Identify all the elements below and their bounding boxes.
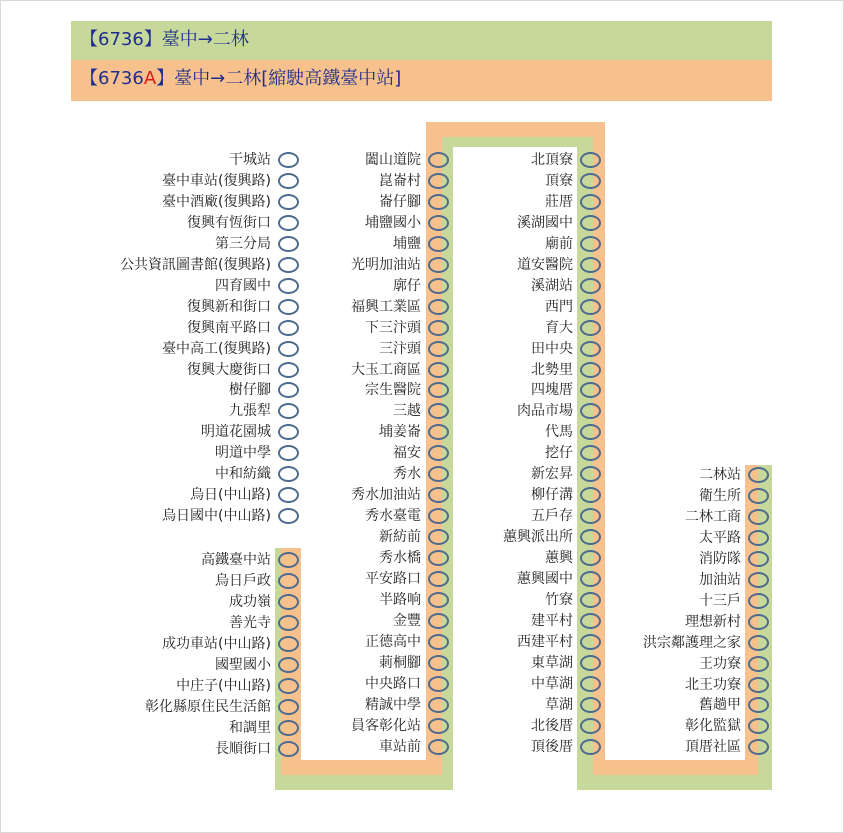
stop-marker <box>428 257 449 273</box>
stop-label: 秀水 <box>393 466 421 483</box>
stop-label: 溪湖站 <box>531 277 573 294</box>
stop-marker <box>428 634 449 650</box>
stop-marker <box>580 613 601 629</box>
stop-label: 成功嶺 <box>229 593 271 610</box>
stop-marker <box>580 571 601 587</box>
stop-marker <box>428 236 449 252</box>
stop-label: 代馬 <box>545 424 573 441</box>
stop-marker <box>278 236 299 252</box>
stop-label: 四塊厝 <box>531 382 573 399</box>
stop-marker <box>580 341 601 357</box>
stop-label: 正德高中 <box>365 633 421 650</box>
stop-marker <box>428 466 449 482</box>
stop-label: 蕙興國中 <box>517 571 573 587</box>
stop-label: 光明加油站 <box>351 256 421 273</box>
stop-marker <box>428 403 449 419</box>
stop-marker <box>580 466 601 482</box>
stop-marker <box>278 424 299 440</box>
stop-label: 埔鹽國小 <box>365 214 421 231</box>
stop-label: 彰化縣原住民生活館 <box>145 698 271 715</box>
stop-marker <box>580 403 601 419</box>
stop-marker <box>278 720 299 736</box>
stop-marker <box>428 445 449 461</box>
stop-marker <box>580 655 601 671</box>
legend-route-number: 【6736 <box>80 68 144 89</box>
stop-label: 草湖 <box>545 696 573 713</box>
stop-label: 三汴頭 <box>379 340 421 357</box>
stop-label: 烏日(中山路) <box>190 487 271 504</box>
stop-marker <box>428 718 449 734</box>
legend-route-variant: A <box>143 68 157 89</box>
stop-label: 建平村 <box>531 612 573 629</box>
stop-label: 埔鹽 <box>393 235 421 252</box>
legend-route-name: 】臺中→二林[縮駛高鐵臺中站] <box>156 68 402 89</box>
stop-label: 和調里 <box>229 719 271 736</box>
stop-label: 下三汴頭 <box>365 319 421 336</box>
stop-marker <box>580 508 601 524</box>
stop-label: 半路响 <box>379 591 421 608</box>
stop-label: 第三分局 <box>215 235 271 252</box>
stop-label: 高鐵臺中站 <box>201 552 271 568</box>
stop-label: 車站前 <box>379 738 421 755</box>
stop-marker <box>278 678 299 694</box>
stop-marker <box>278 152 299 168</box>
stop-label: 五戶存 <box>531 508 573 525</box>
stop-label: 烏日國中(中山路) <box>162 508 271 525</box>
stop-marker <box>748 551 769 567</box>
stop-label: 溪湖國中 <box>517 214 573 231</box>
stop-label: 福安 <box>393 445 421 462</box>
stop-marker <box>278 341 299 357</box>
route-line-segment <box>577 137 593 790</box>
stop-marker <box>580 320 601 336</box>
stop-marker <box>748 656 769 672</box>
stop-marker <box>580 718 601 734</box>
stop-label: 太平路 <box>699 529 741 546</box>
stop-label: 精誠中學 <box>365 696 421 713</box>
stop-label: 理想新村 <box>685 613 741 630</box>
stop-label: 西建平村 <box>517 633 573 650</box>
stop-marker <box>278 362 299 378</box>
stop-label: 西門 <box>545 298 573 315</box>
stop-marker <box>428 194 449 210</box>
stop-marker <box>278 173 299 189</box>
stop-label: 蕙興 <box>545 550 573 567</box>
stop-label: 北王功寮 <box>685 676 741 693</box>
stop-marker <box>278 382 299 398</box>
stop-label: 烏日戶政 <box>215 572 271 589</box>
stop-label: 挖仔 <box>545 445 573 462</box>
stop-label: 秀水橋 <box>379 550 421 567</box>
stop-marker <box>428 424 449 440</box>
stop-label: 洪宗鄰護理之家 <box>643 634 741 651</box>
stop-marker <box>580 445 601 461</box>
legend-route-6736a <box>71 60 772 101</box>
stop-label: 四育國中 <box>215 277 271 294</box>
route-variant-segment <box>281 760 442 775</box>
stop-label: 消防隊 <box>699 550 741 567</box>
stop-label: 干城站 <box>229 152 271 168</box>
stop-marker <box>278 403 299 419</box>
stop-marker <box>278 699 299 715</box>
stop-marker <box>428 550 449 566</box>
stop-label: 成功車站(中山路) <box>162 635 271 652</box>
legend-route-number: 【6736 <box>80 29 144 50</box>
stop-marker <box>278 445 299 461</box>
stop-marker <box>278 257 299 273</box>
stop-label: 中草湖 <box>531 675 573 692</box>
stop-label: 中和紡織 <box>215 466 271 483</box>
stop-label: 育大 <box>545 319 573 336</box>
stop-marker <box>428 278 449 294</box>
stop-marker <box>428 613 449 629</box>
stop-label: 蕙興派出所 <box>503 529 573 546</box>
stop-marker <box>428 152 449 168</box>
legend-route-name: 】臺中→二林 <box>143 29 249 50</box>
stop-marker <box>580 592 601 608</box>
stop-marker <box>580 487 601 503</box>
stop-marker <box>278 487 299 503</box>
stop-marker <box>580 278 601 294</box>
stop-marker <box>278 466 299 482</box>
stop-marker <box>278 320 299 336</box>
stop-label: 王功寮 <box>699 655 741 672</box>
stop-marker <box>428 487 449 503</box>
stop-label: 復興南平路口 <box>187 319 271 336</box>
stop-marker <box>428 173 449 189</box>
stop-label: 三越 <box>393 403 421 420</box>
stop-label: 中央路口 <box>365 675 421 692</box>
stop-marker <box>278 552 299 568</box>
stop-marker <box>580 529 601 545</box>
stop-marker <box>748 739 769 755</box>
stop-marker <box>580 634 601 650</box>
stop-label: 頂後厝 <box>531 738 573 755</box>
stop-marker <box>278 615 299 631</box>
stop-label: 加油站 <box>699 571 741 588</box>
stop-marker <box>428 655 449 671</box>
stop-label: 員客彰化站 <box>351 717 421 734</box>
stop-label: 復興有恆街口 <box>187 214 271 231</box>
stop-marker <box>428 508 449 524</box>
stop-marker <box>278 636 299 652</box>
stop-label: 廟前 <box>545 235 573 252</box>
stop-label: 頂寮 <box>545 172 573 189</box>
stop-label: 樹仔腳 <box>229 382 271 399</box>
stop-marker <box>428 320 449 336</box>
stop-label: 新宏昇 <box>531 466 573 483</box>
stop-marker <box>748 697 769 713</box>
stop-marker <box>428 341 449 357</box>
stop-label: 宗生醫院 <box>365 382 421 399</box>
stop-marker <box>580 299 601 315</box>
stop-marker <box>580 739 601 755</box>
stop-marker <box>580 257 601 273</box>
stop-label: 柳仔溝 <box>531 487 573 504</box>
stop-marker <box>428 362 449 378</box>
stop-label: 中庄子(中山路) <box>176 677 271 694</box>
stop-label: 闔山道院 <box>365 152 421 168</box>
stop-label: 復興大慶街口 <box>187 361 271 378</box>
stop-label: 埔姜崙 <box>379 424 421 441</box>
stop-label: 二林站 <box>699 467 741 483</box>
stop-label: 田中央 <box>531 340 573 357</box>
stop-marker <box>278 741 299 757</box>
stop-label: 復興新和街口 <box>187 298 271 315</box>
stop-marker <box>748 488 769 504</box>
stop-label: 金豐 <box>393 612 421 629</box>
stop-label: 臺中車站(復興路) <box>162 172 271 189</box>
stop-label: 莊厝 <box>545 193 573 210</box>
stop-marker <box>278 278 299 294</box>
stop-label: 臺中高工(復興路) <box>162 340 271 357</box>
stop-label: 明道中學 <box>215 445 271 462</box>
stop-marker <box>748 530 769 546</box>
stop-label: 舊趟甲 <box>699 697 741 714</box>
stop-marker <box>748 509 769 525</box>
route-variant-segment <box>593 760 758 775</box>
stop-label: 竹寮 <box>545 591 573 608</box>
stop-marker <box>580 382 601 398</box>
stop-marker <box>428 697 449 713</box>
stop-label: 崑崙村 <box>379 172 421 189</box>
stop-marker <box>278 657 299 673</box>
legend-route-6736 <box>71 21 772 60</box>
route-line-segment <box>432 137 594 147</box>
stop-label: 平安路口 <box>365 571 421 587</box>
stop-label: 道安醫院 <box>517 256 573 273</box>
stop-marker <box>580 236 601 252</box>
stop-label: 頂厝社區 <box>685 739 741 756</box>
stop-label: 彰化監獄 <box>685 718 741 735</box>
stop-marker <box>428 592 449 608</box>
stop-label: 崙仔腳 <box>379 193 421 210</box>
stop-marker <box>580 194 601 210</box>
stop-marker <box>278 508 299 524</box>
stop-marker <box>278 215 299 231</box>
stop-marker <box>428 529 449 545</box>
stop-marker <box>278 573 299 589</box>
stop-marker <box>748 635 769 651</box>
stop-marker <box>748 614 769 630</box>
stop-label: 莿桐腳 <box>379 654 421 671</box>
stop-marker <box>748 572 769 588</box>
stop-label: 明道花園城 <box>201 424 271 441</box>
stop-marker <box>428 739 449 755</box>
route-line-segment <box>442 137 453 790</box>
stop-label: 北後厝 <box>531 717 573 734</box>
stop-marker <box>428 382 449 398</box>
stop-label: 福興工業區 <box>351 298 421 315</box>
stop-label: 廓仔 <box>393 277 421 294</box>
stop-label: 大玉工商區 <box>351 361 421 378</box>
stop-label: 東草湖 <box>531 654 573 671</box>
stop-label: 國聖國小 <box>215 656 271 673</box>
stop-marker <box>748 593 769 609</box>
stop-label: 秀水加油站 <box>351 487 421 504</box>
stop-marker <box>580 173 601 189</box>
stop-label: 長順街口 <box>215 740 271 757</box>
stop-marker <box>580 424 601 440</box>
stop-label: 北勢里 <box>531 361 573 378</box>
stop-marker <box>748 677 769 693</box>
stop-marker <box>278 594 299 610</box>
stop-marker <box>580 697 601 713</box>
stop-marker <box>428 299 449 315</box>
stop-label: 衛生所 <box>699 487 741 504</box>
stop-label: 善光寺 <box>229 614 271 631</box>
stop-label: 新紡前 <box>379 529 421 546</box>
stop-marker <box>428 215 449 231</box>
stop-marker <box>748 467 769 483</box>
stop-marker <box>580 152 601 168</box>
stop-marker <box>278 299 299 315</box>
stop-label: 臺中酒廠(復興路) <box>162 193 271 210</box>
stop-marker <box>428 571 449 587</box>
stop-marker <box>580 215 601 231</box>
stop-marker <box>580 550 601 566</box>
stop-label: 十三戶 <box>699 592 741 609</box>
stop-marker <box>748 718 769 734</box>
stop-marker <box>428 676 449 692</box>
stop-label: 肉品市場 <box>517 403 573 420</box>
stop-marker <box>580 362 601 378</box>
stop-label: 秀水臺電 <box>365 508 421 525</box>
stop-marker <box>580 676 601 692</box>
stop-label: 九張犁 <box>229 403 271 420</box>
stop-marker <box>278 194 299 210</box>
stop-label: 公共資訊圖書館(復興路) <box>120 256 271 273</box>
stop-label: 二林工商 <box>685 508 741 525</box>
stop-label: 北頂寮 <box>531 152 573 168</box>
